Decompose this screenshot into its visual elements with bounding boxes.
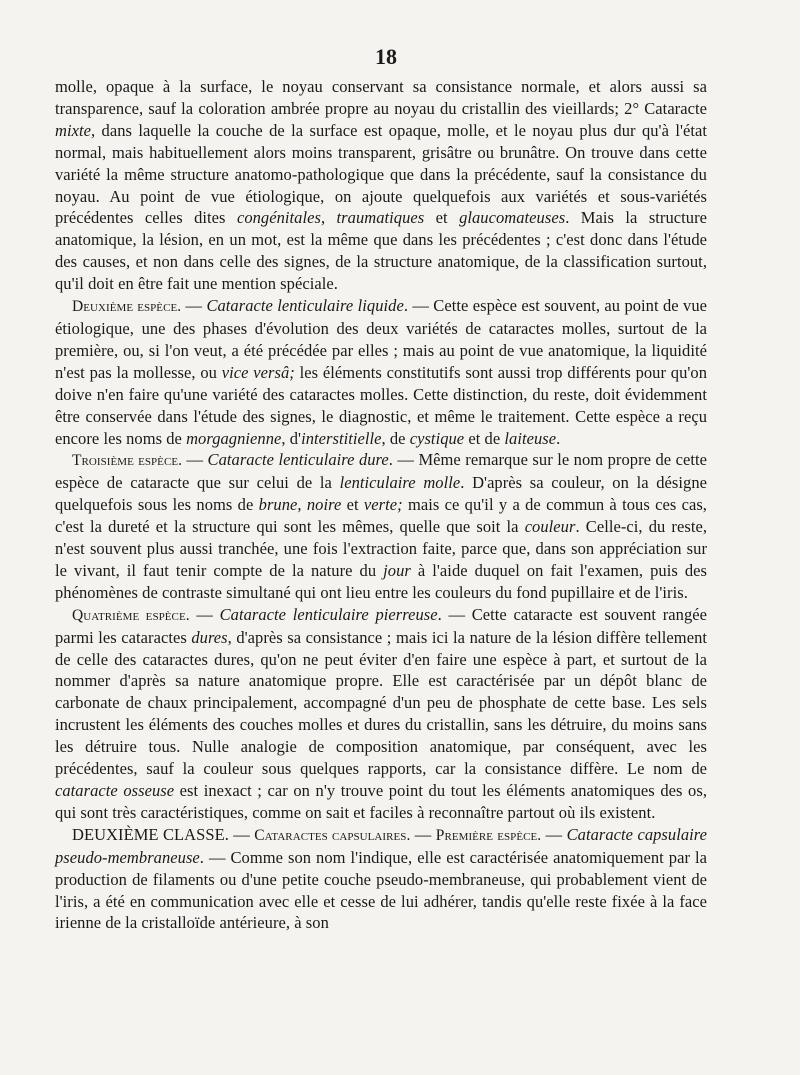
species-title: Cataracte lenticulaire pierreuse xyxy=(219,604,438,624)
paragraph-continuation: molle, opaque à la surface, le noyau conservant sa consistance normale, et alors aussi sa transparence, sauf la coloration ambrée propre au noyau du cristallin des vieillards; 2° Cataracte mixte, dans laquelle la couche de la surface est opaque, molle, et le noyau plus dur qu'à l'état normal, mais habituellement alors moins transparent, grisâtre ou brunâtre. On trouve dans cette variété la même structure anatomo-pathologique que dans la précédente, sauf la consistance du noyau. Au point de vue étiologique, on ajoute quelquefois aux variétés et sous-variétés précédentes celles dites congénitales, traumatiques et glaucomateuses. Mais la structure anatomique, la lésion, en un mot, est la même que dans les précédentes ; c'est donc dans l'étude des causes, et non dans celle des signes, de la structure anatomique, de la classification surtout, qu'il doit en être fait une mention spéciale. xyxy=(55,77,707,294)
paragraph-deuxieme-classe: DEUXIÈME CLASSE. — Cataractes capsulaires. — Première espèce. — Cataracte capsulaire pseudo-membraneuse. — Comme son nom l'indique, elle est caractérisée anatomiquement par la production de filaments ou d'une petite couche pseudo-membraneuse, qui probablement vient de l'iris, a été en communication avec elle et cesse de lui adhérer, tandis qu'elle reste fixée à la face irienne de la cristalloïde antérieure, à son xyxy=(55,824,707,933)
species-title: Cataracte capsulaire pseudo-membraneuse xyxy=(55,824,707,867)
section-heading: Deuxième espèce. xyxy=(72,298,182,316)
paragraph-deuxieme-espece: Deuxième espèce. — Cataracte lenticulaire liquide. — Cette espèce est souvent, au point de vue étiologique, une des phases d'évolution des deux variétés de cataractes molles, surtout de la première, ou, si l'on veut, a été précédée par elles ; mais au point de vue anatomique, la liquidité n'est pas la mollesse, ou vice versâ; les éléments constitutifs sont aussi trop différents pour qu'on doive n'en faire qu'une variété des cataractes molles. Cette distinction, du reste, doit évidemment être conservée dans l'étude des signes, le diagnostic, et même le traitement. Cette espèce a reçu encore les noms de morgagnienne, d'interstitielle, de cystique et de laiteuse. xyxy=(55,296,708,448)
section-heading: Cataractes capsulaires. xyxy=(254,826,411,844)
species-title: Cataracte lenticulaire liquide xyxy=(206,296,404,316)
species-title: Cataracte lenticulaire dure xyxy=(207,450,389,470)
class-heading: DEUXIÈME CLASSE. xyxy=(72,824,229,844)
section-heading: Troisième espèce. xyxy=(72,452,183,470)
paragraph-troisieme-espece: Troisième espèce. — Cataracte lenticulaire dure. — Même remarque sur le nom propre de cette espèce de cataracte que sur celui de la lenticulaire molle. D'après sa couleur, on la désigne quelquefois sous les noms de brune, noire et verte; mais ce qu'il y a de commun à tous ces cas, c'est la dureté et la structure qui sont les mêmes, quelle que soit la couleur. Celle-ci, du reste, n'est souvent plus aussi tranchée, une fois l'extraction faite, parce que, dans son appréciation sur le vivant, il faut tenir compte de la nature du jour à l'aide duquel on fait l'examen, puis des phénomènes de contraste simultané qui ont lieu entre les couleurs du fond pupillaire et de l'iris. xyxy=(55,450,707,602)
body-text xyxy=(55,76,707,934)
section-heading: Quatrième espèce. xyxy=(72,606,190,624)
paragraph-quatrieme-espece: Quatrième espèce. — Cataracte lenticulaire pierreuse. — Cette cataracte est souvent rangée parmi les cataractes dures, d'après sa consistance ; mais ici la nature de la lésion diffère tellement de celle des cataractes dures, qu'on ne peut éviter d'en faire une espèce à part, et surtout de la nommer d'après sa nature anatomique propre. Elle est caractérisée par un dépôt blanc de carbonate de chaux principalement, accompagné d'un peu de phosphate de cette base. Les sels incrustent les éléments des couches molles et dures du cristallin, sans les détruire, du moins sans les détruire tous. Nulle analogie de composition anatomique, par conséquent, avec les précédentes, sauf la couleur sous quelques rapports, car la consistance diffère. Le nom de cataracte osseuse est inexact ; car on n'y trouve point du tout les éléments anatomiques des os, qui sont très caractéristiques, comme on sait et faciles à reconnaître partout où ils existent. xyxy=(55,604,708,822)
section-heading: Première espèce. xyxy=(435,826,542,844)
page-number: 18 xyxy=(375,44,397,69)
